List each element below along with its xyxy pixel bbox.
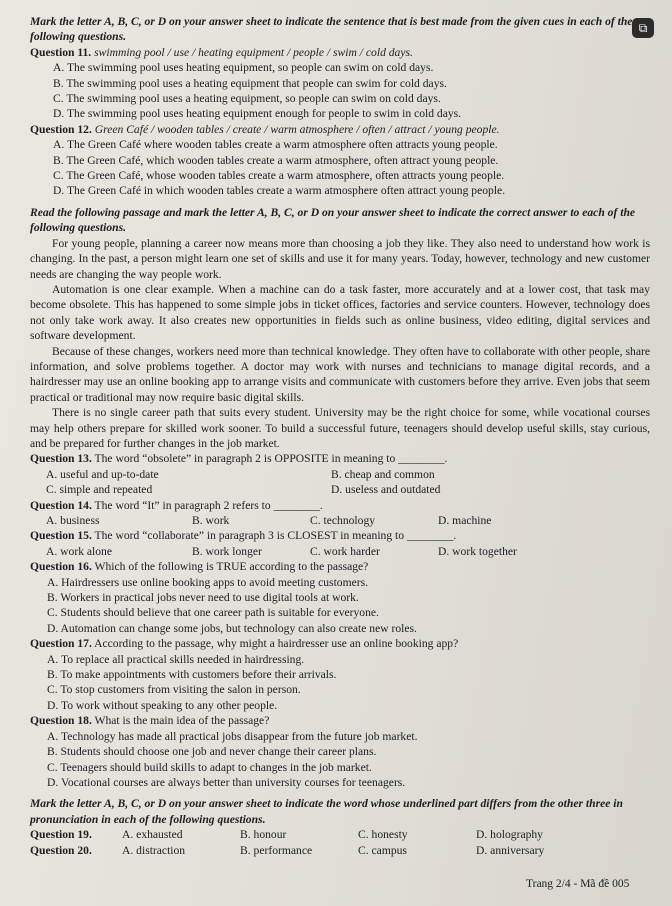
- q12-option-d[interactable]: D. The Green Café in which wooden tables create a warm atmosphere often attract young people.: [53, 184, 506, 198]
- question-13-label: Question 13.: [30, 452, 92, 466]
- q17-option-a[interactable]: A. To replace all practical skills needed in hairdressing.: [47, 652, 305, 666]
- question-15-label: Question 15.: [30, 529, 92, 543]
- q15-option-b[interactable]: B. work longer: [192, 544, 262, 558]
- instruction-passage: Read the following passage and mark the letter A, B, C, or D on your answer sheet to indicate the correct answer to each of the following questions.: [30, 205, 636, 235]
- q13-option-a[interactable]: A. useful and up-to-date: [46, 467, 159, 481]
- q11-option-b[interactable]: B. The swimming pool uses a heating equipment that people can swim for cold days.: [53, 76, 447, 90]
- q19-option-d[interactable]: D. holography: [476, 828, 543, 842]
- q14-option-b[interactable]: B. work: [192, 514, 230, 527]
- question-12: [30, 122, 650, 137]
- q14-option-d[interactable]: D. machine: [438, 514, 492, 527]
- passage-paragraph-3: Because of these changes, workers need more than technical knowledge. They often have to collaborate with other people, share information, and solve problems together. A doctor may work with nurses and technicians to manage digital records, and a hairdresser may use an online booking app to arrange visits and communicate with customers before they arrive. Even jobs that seem practical or traditional may now require basic digital skills.: [30, 344, 650, 404]
- question-19-label: Question 19.: [30, 828, 92, 842]
- q11-option-a[interactable]: A. The swimming pool uses heating equipment, so people can swim on cold days.: [53, 61, 434, 75]
- q15-option-d[interactable]: D. work together: [438, 544, 517, 558]
- q20-option-c[interactable]: C. campus: [358, 843, 407, 857]
- q11-option-c[interactable]: C. The swimming pool uses a heating equipment, so people can swim on cold days.: [53, 92, 441, 106]
- q19-option-b[interactable]: B. honour: [240, 828, 287, 842]
- q16-option-b[interactable]: B. Workers in practical jobs never need to use digital tools at work.: [47, 591, 359, 605]
- question-19: [30, 827, 650, 842]
- q12-option-c[interactable]: C. The Green Café, whose wooden tables create a warm atmosphere, often attracts young people.: [53, 169, 505, 183]
- q12-option-b[interactable]: B. The Green Café, which wooden tables create a warm atmosphere, often attract young people.: [53, 153, 499, 167]
- translate-icon: ⧉: [638, 20, 648, 35]
- question-15-stem: The word “collaborate” in paragraph 3 is CLOSEST in meaning to ________.: [94, 529, 457, 543]
- question-20-label: Question 20.: [30, 843, 92, 857]
- q12-option-a[interactable]: A. The Green Café where wooden tables create a warm atmosphere often attracts young people.: [53, 138, 498, 152]
- exam-content: [30, 14, 650, 858]
- question-18: [30, 713, 650, 728]
- q17-option-b[interactable]: B. To make appointments with customers before their arrivals.: [47, 668, 337, 682]
- q15-options: [30, 544, 650, 559]
- passage-paragraph-1: For young people, planning a career now means more than choosing a job they like. They also need to understand how work is changing. In the past, a person might learn one set of skills and use it for many years. Today, however, technology and new customer needs are changing the way people work.: [30, 236, 650, 281]
- question-13-stem: The word “obsolete” in paragraph 2 is OPPOSITE in meaning to ________.: [94, 452, 448, 466]
- q14-option-c[interactable]: C. technology: [310, 514, 376, 527]
- question-14: [30, 498, 650, 513]
- question-12-cue: Green Café / wooden tables / create / warm atmosphere / often / attract / young people.: [94, 122, 500, 136]
- q16-option-d[interactable]: D. Automation can change some jobs, but technology can also create new roles.: [47, 621, 417, 635]
- q14-options: [30, 513, 650, 528]
- question-18-label: Question 18.: [30, 714, 92, 728]
- question-20: [30, 843, 650, 858]
- instruction-sentence: Mark the letter A, B, C, or D on your answer sheet to indicate the sentence that is best made from the given cues in each of the following questions.: [30, 15, 633, 44]
- page-footer: Trang 2/4 - Mã đề 005: [526, 878, 630, 890]
- question-11-label: Question 11.: [30, 45, 92, 59]
- question-13: [30, 451, 650, 466]
- question-17-stem: According to the passage, why might a hairdresser use an online booking app?: [94, 637, 459, 651]
- question-16-label: Question 16.: [30, 560, 92, 574]
- q16-option-a[interactable]: A. Hairdressers use online booking apps to avoid meeting customers.: [47, 575, 369, 589]
- question-15: [30, 528, 650, 543]
- q18-option-b[interactable]: B. Students should choose one job and never change their career plans.: [47, 745, 377, 759]
- q13-option-b[interactable]: B. cheap and common: [331, 467, 435, 481]
- q13-option-c[interactable]: C. simple and repeated: [46, 483, 153, 497]
- q11-option-d[interactable]: D. The swimming pool uses heating equipment enough for people to swim in cold days.: [53, 107, 462, 121]
- q18-option-d[interactable]: D. Vocational courses are always better than university courses for teenagers.: [47, 775, 406, 789]
- q15-option-c[interactable]: C. work harder: [310, 544, 380, 558]
- question-14-label: Question 14.: [30, 498, 92, 512]
- q19-option-a[interactable]: A. exhausted: [122, 828, 183, 842]
- instruction-pronunciation: Mark the letter A, B, C, or D on your answer sheet to indicate the word whose underlined part differs from the other three in pronunciation in each of the following questions.: [30, 797, 623, 826]
- q13-options-row-2: [30, 482, 650, 497]
- q15-option-a[interactable]: A. work alone: [46, 544, 113, 558]
- question-16: [30, 559, 650, 574]
- q18-option-a[interactable]: A. Technology has made all practical jobs disappear from the future job market.: [47, 729, 418, 743]
- q17-option-d[interactable]: D. To work without speaking to any other people.: [47, 698, 278, 712]
- question-11-cue: swimming pool / use / heating equipment / people / swim / cold days.: [94, 45, 413, 59]
- question-17-label: Question 17.: [30, 637, 92, 651]
- question-18-stem: What is the main idea of the passage?: [94, 714, 270, 728]
- passage-paragraph-2: Automation is one clear example. When a machine can do a task faster, more accurately and at a lower cost, that task may become obsolete. This has happened to some simple jobs in ticket offices, factories and service counters. However, technology does not only take work away. It also creates new opportunities in fields such as online business, video editing, digital services and software development.: [30, 282, 650, 343]
- q19-option-c[interactable]: C. honesty: [358, 828, 408, 842]
- question-14-stem: The word “It” in paragraph 2 refers to ________.: [94, 498, 323, 512]
- question-11: [30, 45, 650, 60]
- q14-option-a[interactable]: A. business: [46, 514, 100, 527]
- q18-option-c[interactable]: C. Teenagers should build skills to adapt to changes in the job market.: [47, 760, 372, 774]
- question-12-label: Question 12.: [30, 122, 92, 136]
- passage-paragraph-4: There is no single career path that suits every student. University may be the right choice for some, while vocational courses may help others prepare for skilled work sooner. To build a successful future, teenagers should develop useful skills, stay curious, and be prepared for further changes in the job market.: [30, 406, 650, 450]
- translate-button[interactable]: [632, 18, 654, 38]
- question-17: [30, 636, 650, 651]
- q13-options-row-1: [30, 467, 650, 482]
- q13-option-d[interactable]: D. useless and outdated: [331, 483, 441, 497]
- q20-option-a[interactable]: A. distraction: [122, 843, 186, 857]
- q20-option-d[interactable]: D. anniversary: [476, 843, 545, 857]
- q17-option-c[interactable]: C. To stop customers from visiting the salon in person.: [47, 683, 301, 697]
- q20-option-b[interactable]: B. performance: [240, 843, 313, 857]
- q16-option-c[interactable]: C. Students should believe that one career path is suitable for everyone.: [47, 606, 379, 620]
- question-16-stem: Which of the following is TRUE according to the passage?: [94, 560, 369, 574]
